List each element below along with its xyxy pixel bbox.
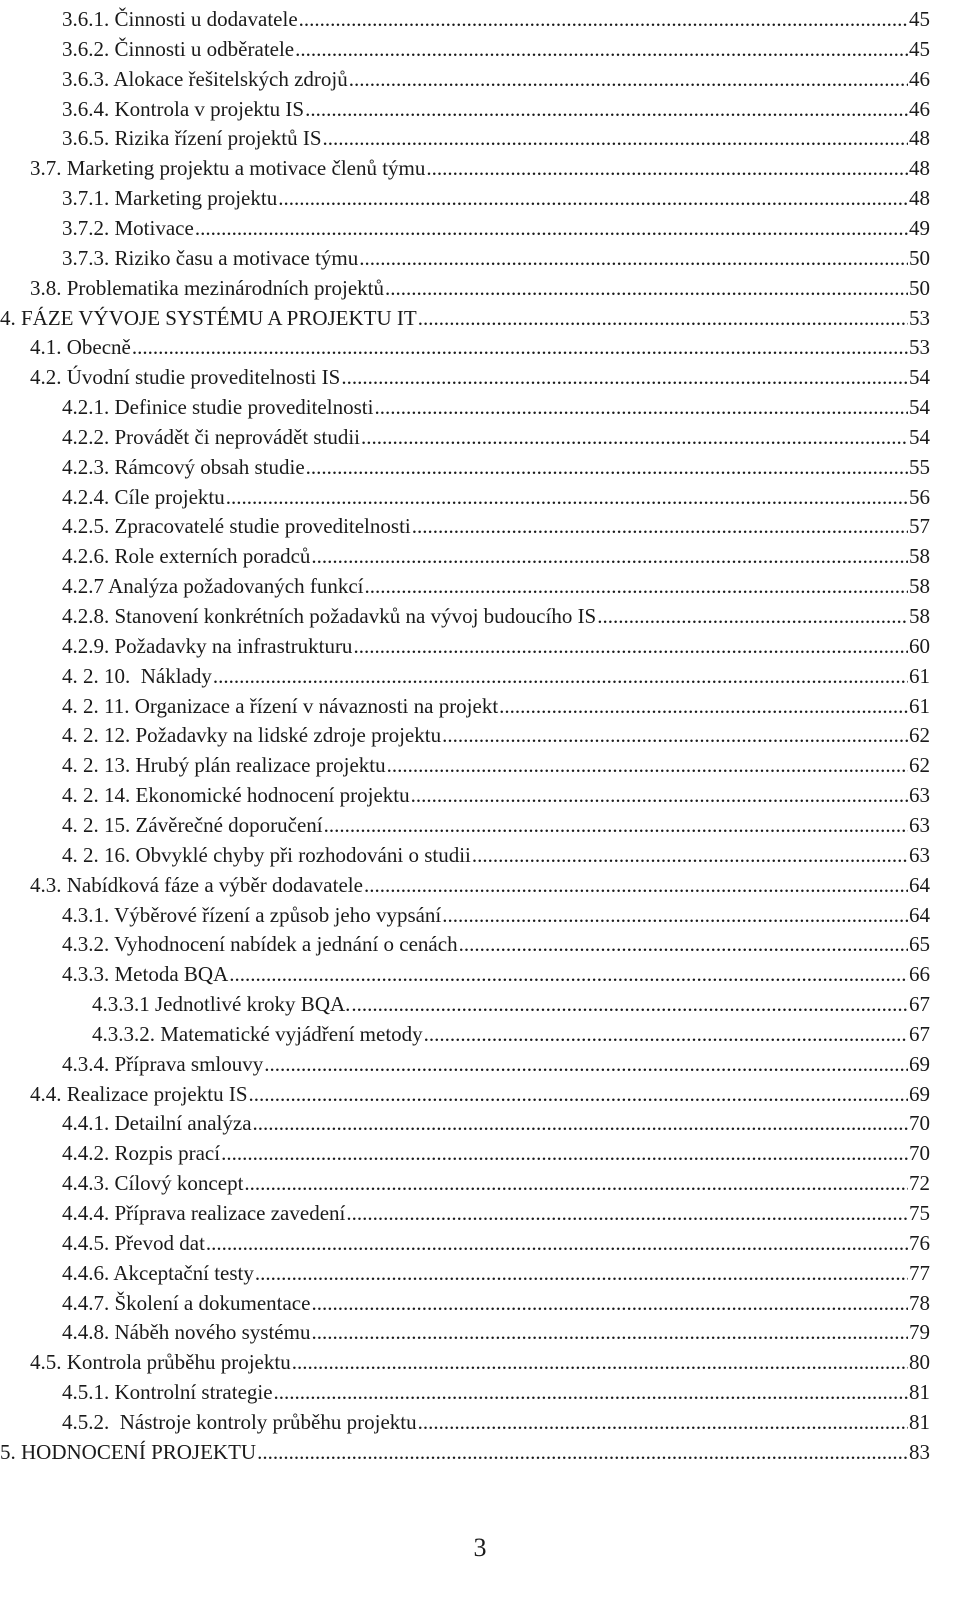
toc-entry-page: 83 [909, 1439, 930, 1464]
toc-entry-title: 4. 2. 13. Hrubý plán realizace projektu [62, 753, 386, 778]
toc-entry-page: 81 [909, 1409, 930, 1434]
toc-entry-title: 4.4.8. Náběh nového systému [62, 1320, 311, 1345]
toc-entry[interactable] [0, 4, 960, 34]
toc-entry-title: 4.3.3. Metoda BQA [62, 962, 229, 987]
toc-entry-title: 4.5.1. Kontrolní strategie [62, 1380, 273, 1405]
toc-entry-title: 4.4.1. Detailní analýza [62, 1111, 252, 1136]
toc-entry[interactable] [0, 631, 960, 661]
toc-entry[interactable] [0, 362, 960, 392]
toc-entry[interactable] [0, 511, 960, 541]
toc-dot-leader [346, 1198, 908, 1228]
toc-entry[interactable] [0, 1377, 960, 1407]
toc-entry-title: 3.6.1. Činnosti u dodavatele [62, 7, 298, 31]
toc-entry-page: 63 [909, 812, 930, 837]
toc-entry-title: 3.7.3. Riziko času a motivace týmu [62, 245, 359, 270]
toc-entry-page: 65 [909, 932, 930, 957]
toc-entry[interactable] [0, 870, 960, 900]
toc-entry-title: 4.3.4. Příprava smlouvy [62, 1051, 264, 1076]
toc-entry[interactable] [0, 243, 960, 273]
toc-entry-page: 67 [909, 992, 930, 1017]
toc-entry-title: 3.7.2. Motivace [62, 215, 194, 240]
toc-entry[interactable] [0, 541, 960, 571]
toc-entry-page: 62 [909, 753, 930, 778]
toc-dot-leader [299, 4, 908, 34]
toc-entry-page: 54 [909, 365, 930, 390]
toc-dot-leader [412, 511, 908, 541]
toc-entry-page: 63 [909, 783, 930, 808]
toc-entry-title: 3.6.2. Činnosti u odběratele [62, 36, 295, 61]
toc-dot-leader [341, 362, 908, 392]
toc-dot-leader [324, 810, 908, 840]
toc-entry-title: 4.2.4. Cíle projektu [62, 484, 225, 509]
toc-dot-leader [132, 332, 908, 362]
toc-entry[interactable] [0, 1108, 960, 1138]
toc-entry-page: 58 [909, 544, 930, 569]
toc-dot-leader [442, 900, 908, 930]
toc-entry-page: 76 [909, 1230, 930, 1255]
toc-entry-page: 77 [909, 1260, 930, 1285]
toc-entry-page: 62 [909, 723, 930, 748]
toc-entry[interactable] [0, 1049, 960, 1079]
toc-entry[interactable] [0, 840, 960, 870]
toc-entry-title: 4. 2. 10. Náklady [62, 663, 212, 688]
toc-dot-leader [353, 631, 908, 661]
toc-entry[interactable] [0, 153, 960, 183]
toc-entry[interactable] [0, 1407, 960, 1437]
toc-entry-title: 4.2.3. Rámcový obsah studie [62, 454, 305, 479]
toc-entry-title: 4.3.3.1 Jednotlivé kroky BQA. [92, 992, 351, 1017]
toc-entry-title: 4.3.3.2. Matematické vyjádření metody [92, 1021, 423, 1046]
toc-entry[interactable] [0, 1079, 960, 1109]
toc-entry[interactable] [0, 1437, 960, 1467]
toc-entry[interactable] [0, 482, 960, 512]
toc-entry-title: 4.4.7. Školení a dokumentace [62, 1290, 311, 1315]
page-number: 3 [473, 1533, 487, 1562]
toc-dot-leader [364, 870, 908, 900]
toc-entry[interactable] [0, 452, 960, 482]
toc-dot-leader [244, 1168, 908, 1198]
toc-entry-page: 63 [909, 842, 930, 867]
toc-entry[interactable] [0, 64, 960, 94]
toc-entry-page: 54 [909, 424, 930, 449]
toc-entry-page: 46 [909, 96, 930, 121]
toc-entry-title: 3.8. Problematika mezinárodních projektů [30, 275, 384, 300]
toc-entry-title: 5. HODNOCENÍ PROJEKTU [0, 1439, 257, 1464]
toc-entry-page: 60 [909, 633, 930, 658]
toc-dot-leader [249, 1079, 908, 1109]
toc-entry[interactable] [0, 422, 960, 452]
toc-entry[interactable] [0, 392, 960, 422]
toc-entry[interactable] [0, 273, 960, 303]
toc-entry-page: 61 [909, 663, 930, 688]
toc-entry-page: 72 [909, 1171, 930, 1196]
toc-entry-page: 48 [909, 186, 930, 211]
toc-entry-title: 4. 2. 16. Obvyklé chyby při rozhodováni o studii [62, 842, 471, 867]
toc-entry[interactable] [0, 1288, 960, 1318]
toc-entry-page: 81 [909, 1380, 930, 1405]
toc-entry-title: 3.6.3. Alokace řešitelských zdrojů [62, 66, 348, 91]
toc-entry-page: 54 [909, 395, 930, 420]
toc-entry[interactable] [0, 1168, 960, 1198]
toc-dot-leader [306, 452, 908, 482]
toc-entry-title: 4.4. Realizace projektu IS [30, 1081, 248, 1106]
toc-entry-title: 4.4.6. Akceptační testy [62, 1260, 254, 1285]
toc-entry[interactable] [0, 1317, 960, 1347]
toc-dot-leader [221, 1138, 908, 1168]
toc-entry-page: 45 [909, 7, 930, 31]
toc-entry-page: 57 [909, 514, 930, 539]
toc-entry[interactable] [0, 571, 960, 601]
toc-dot-leader [264, 1049, 908, 1079]
toc-dot-leader [387, 750, 908, 780]
toc-entry[interactable] [0, 661, 960, 691]
toc-entry[interactable] [0, 332, 960, 362]
toc-dot-leader [292, 1347, 908, 1377]
toc-entry-page: 64 [909, 902, 930, 927]
toc-dot-leader [278, 183, 908, 213]
toc-dot-leader [472, 840, 908, 870]
toc-entry[interactable] [0, 1228, 960, 1258]
toc-entry-title: 3.6.5. Rizika řízení projektů IS [62, 126, 322, 151]
toc-entry-page: 67 [909, 1021, 930, 1046]
toc-dot-leader [213, 661, 908, 691]
toc-entry[interactable] [0, 810, 960, 840]
toc-dot-leader [424, 1019, 908, 1049]
toc-entry[interactable] [0, 34, 960, 64]
toc-dot-leader [257, 1437, 908, 1467]
toc-entry-title: 4.3.2. Vyhodnocení nabídek a jednání o cenách [62, 932, 458, 957]
toc-dot-leader [311, 1317, 908, 1347]
toc-entry[interactable] [0, 780, 960, 810]
toc-entry-title: 4. FÁZE VÝVOJE SYSTÉMU A PROJEKTU IT [0, 305, 417, 330]
toc-dot-leader [385, 273, 908, 303]
toc-entry[interactable] [0, 1019, 960, 1049]
toc-entry[interactable] [0, 183, 960, 213]
toc-entry-page: 75 [909, 1201, 930, 1225]
toc-entry-title: 4.2.2. Provádět či neprovádět studii [62, 424, 361, 449]
toc-entry-page: 45 [909, 36, 930, 61]
toc-entry-title: 4.3.1. Výběrové řízení a způsob jeho vypsání [62, 902, 442, 927]
toc-entry-title: 3.6.4. Kontrola v projektu IS [62, 96, 305, 121]
toc-dot-leader [253, 1108, 908, 1138]
toc-dot-leader [351, 989, 908, 1019]
toc-entry[interactable] [0, 900, 960, 930]
toc-entry-page: 69 [909, 1081, 930, 1106]
toc-entry[interactable] [0, 303, 960, 333]
toc-entry-title: 4.4.2. Rozpis prací [62, 1141, 221, 1166]
toc-entry[interactable] [0, 1258, 960, 1288]
toc-entry-title: 4.1. Obecně [30, 335, 131, 360]
toc-entry[interactable] [0, 750, 960, 780]
toc-entry-page: 55 [909, 454, 930, 479]
toc-entry-title: 4.4.5. Převod dat [62, 1230, 205, 1255]
toc-entry-page: 56 [909, 484, 930, 509]
toc-entry-page: 70 [909, 1141, 930, 1166]
toc-dot-leader [597, 601, 908, 631]
toc-entry-title: 4.4.3. Cílový koncept [62, 1171, 244, 1196]
toc-entry-page: 46 [909, 66, 930, 91]
toc-entry-page: 53 [909, 305, 930, 330]
toc-dot-leader [426, 153, 908, 183]
toc-entry-title: 4.2.5. Zpracovatelé studie proveditelnosti [62, 514, 411, 539]
toc-entry[interactable] [0, 94, 960, 124]
toc-entry-page: 66 [909, 962, 930, 987]
toc-entry-page: 80 [909, 1350, 930, 1375]
toc-dot-leader [195, 213, 908, 243]
toc-entry-page: 53 [909, 335, 930, 360]
toc-entry-page: 50 [909, 245, 930, 270]
toc-dot-leader [349, 64, 908, 94]
toc-entry-page: 70 [909, 1111, 930, 1136]
toc-dot-leader [311, 1288, 908, 1318]
toc-dot-leader [311, 541, 908, 571]
toc-entry-title: 4.2. Úvodní studie proveditelnosti IS [30, 365, 341, 390]
toc-dot-leader [206, 1228, 908, 1258]
toc-entry-title: 4.2.8. Stanovení konkrétních požadavků na vývoj budoucího IS [62, 604, 597, 628]
toc-entry[interactable] [0, 959, 960, 989]
toc-dot-leader [359, 243, 908, 273]
toc-entry[interactable] [0, 989, 960, 1019]
toc-dot-leader [226, 482, 908, 512]
toc-entry-page: 48 [909, 126, 930, 151]
toc-dot-leader [274, 1377, 908, 1407]
toc-entry[interactable] [0, 1198, 960, 1228]
toc-entry-page: 69 [909, 1051, 930, 1076]
toc-entry[interactable] [0, 720, 960, 750]
toc-dot-leader [418, 303, 908, 333]
toc-dot-leader [323, 123, 908, 153]
toc-entry-page: 64 [909, 872, 930, 897]
toc-entry-title: 4.5. Kontrola průběhu projektu [30, 1350, 291, 1375]
toc-dot-leader [361, 422, 908, 452]
toc-entry-page: 61 [909, 693, 930, 718]
toc-entry-page: 78 [909, 1290, 930, 1315]
toc-entry-title: 3.7.1. Marketing projektu [62, 186, 278, 211]
toc-dot-leader [418, 1407, 908, 1437]
toc-dot-leader [365, 571, 909, 601]
toc-entry-page: 58 [909, 574, 930, 599]
toc-entry-title: 4.2.1. Definice studie proveditelnosti [62, 395, 374, 420]
toc-dot-leader [229, 959, 908, 989]
toc-dot-leader [442, 720, 908, 750]
toc-entry-page: 79 [909, 1320, 930, 1345]
toc-dot-leader [374, 392, 908, 422]
toc-entry-page: 58 [909, 604, 930, 628]
toc-entry-title: 4.2.9. Požadavky na infrastrukturu [62, 633, 353, 658]
toc-entry-title: 4. 2. 15. Závěrečné doporučení [62, 812, 323, 837]
toc-entry[interactable] [0, 1138, 960, 1168]
toc-entry-title: 4. 2. 14. Ekonomické hodnocení projektu [62, 783, 410, 808]
toc-entry-title: 4.3. Nabídková fáze a výběr dodavatele [30, 872, 363, 897]
toc-entry[interactable] [0, 601, 960, 631]
toc-dot-leader [305, 94, 908, 124]
toc-dot-leader [411, 780, 908, 810]
toc-dot-leader [459, 929, 908, 959]
toc-entry-page: 49 [909, 215, 930, 240]
toc-entry-title: 4.4.4. Příprava realizace zavedení [62, 1201, 346, 1225]
toc-dot-leader [295, 34, 908, 64]
toc-entry-title: 3.7. Marketing projektu a motivace členů týmu [30, 156, 426, 181]
toc-entry-title: 4.5.2. Nástroje kontroly průběhu projektu [62, 1409, 417, 1434]
toc-entry[interactable] [0, 123, 960, 153]
toc-entry-page: 48 [909, 156, 930, 181]
toc-entry-title: 4.2.7 Analýza požadovaných funkcí [62, 574, 364, 599]
toc-entry[interactable] [0, 1347, 960, 1377]
toc-entry[interactable] [0, 929, 960, 959]
toc-entry-page: 50 [909, 275, 930, 300]
toc-entry-title: 4.2.6. Role externích poradců [62, 544, 311, 569]
toc-entry-title: 4. 2. 11. Organizace a řízení v návaznosti na projekt [62, 693, 499, 718]
toc-dot-leader [499, 691, 908, 721]
toc-entry[interactable] [0, 213, 960, 243]
toc-entry-title: 4. 2. 12. Požadavky na lidské zdroje projektu [62, 723, 442, 748]
toc-dot-leader [255, 1258, 908, 1288]
toc-entry[interactable] [0, 691, 960, 721]
